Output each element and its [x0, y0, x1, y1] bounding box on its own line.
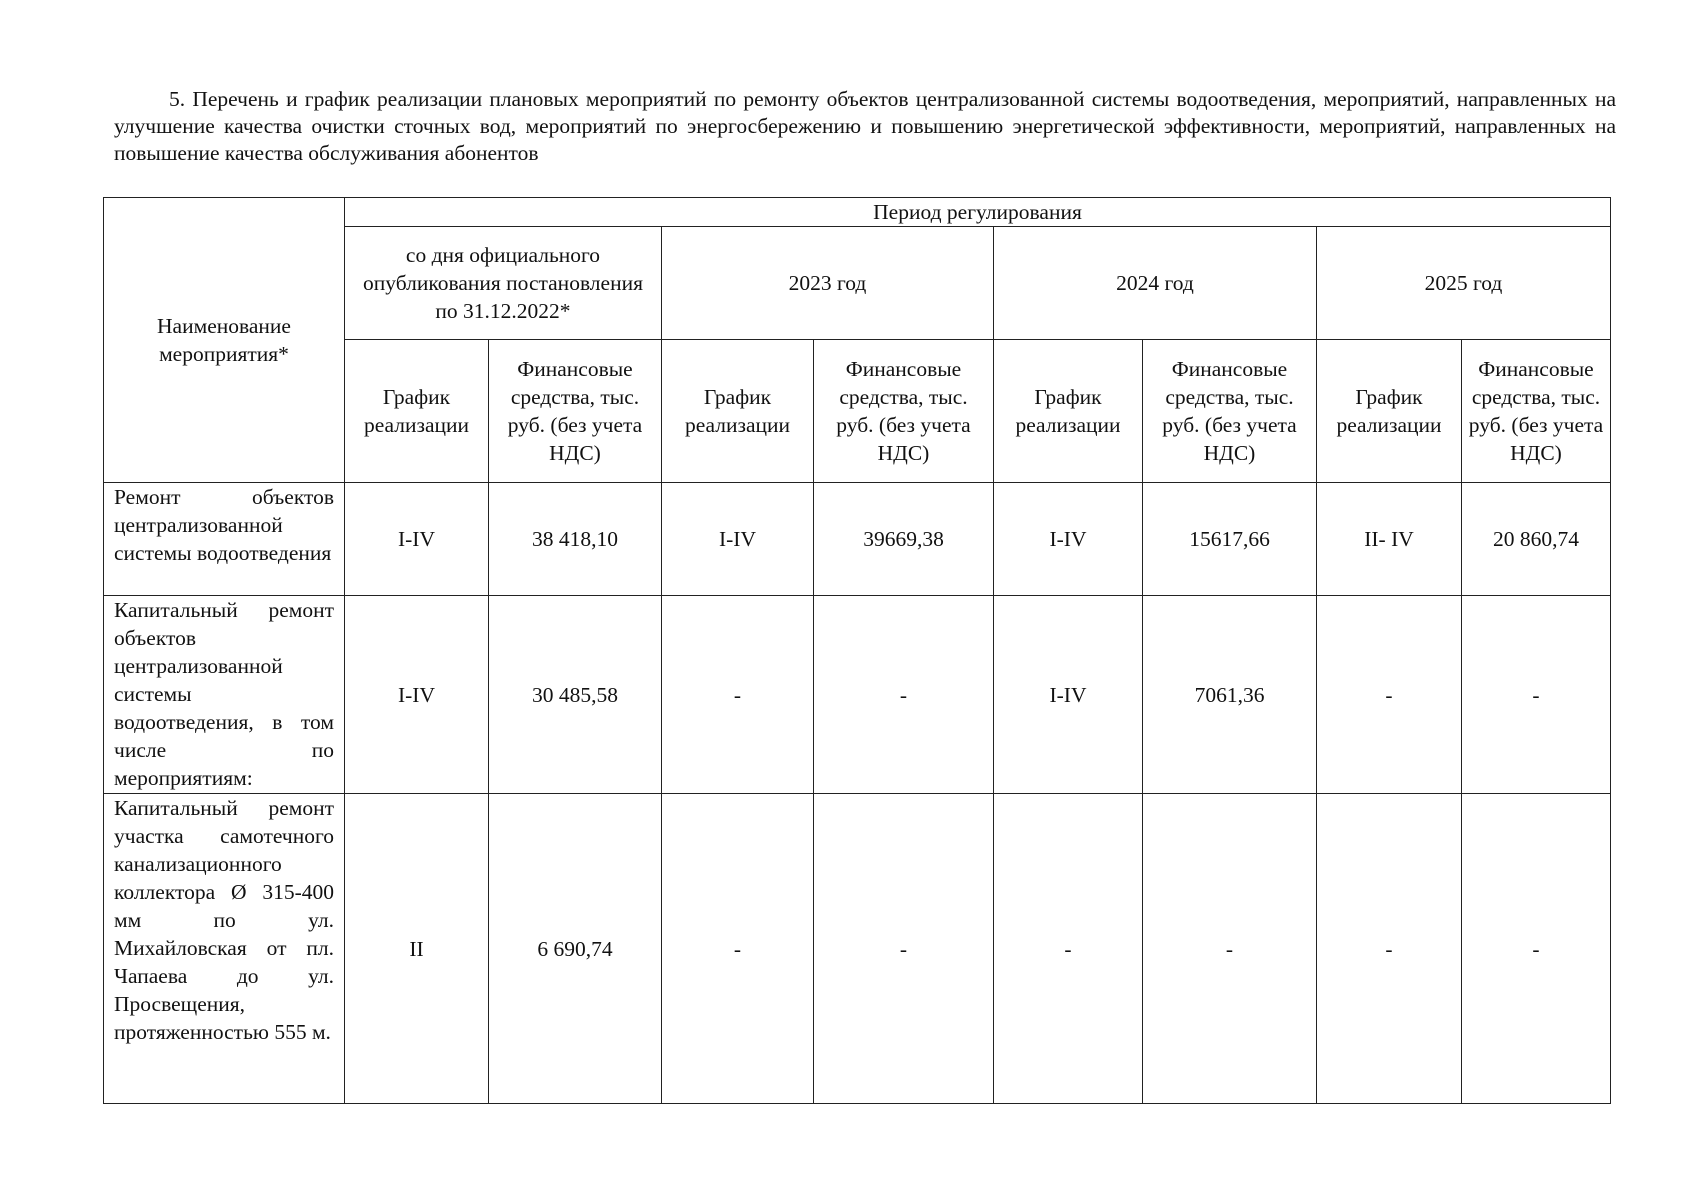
table-cell: I-IV — [345, 483, 489, 596]
period-header-2023: 2023 год — [662, 227, 994, 340]
table-cell: - — [994, 794, 1143, 1104]
table-cell: II — [345, 794, 489, 1104]
table-cell: - — [1317, 596, 1462, 794]
section-heading: 5. Перечень и график реализации плановых мероприятий по ремонту объектов централизованной системы водоотведения, мероприятий, направленных на улучшение качества очистки сточных вод, мероприятий по энергосбережению и повышению энергетической эффективности, мероприятий, направленных на повышение качества обслуживания абонентов — [114, 87, 1616, 165]
period-header-initial: со дня официального опубликования постановления по 31.12.2022* — [345, 227, 662, 340]
table-row — [104, 794, 1611, 1104]
table-cell: 6 690,74 — [489, 794, 662, 1104]
table-cell: 20 860,74 — [1462, 483, 1611, 596]
table-row — [104, 483, 1611, 596]
period-header-2024: 2024 год — [994, 227, 1317, 340]
row-name: Ремонт объектов централизованной системы водоотведения — [104, 483, 345, 596]
table-cell: - — [662, 794, 814, 1104]
name-column-header: Наименование мероприятия* — [104, 198, 345, 483]
finance-header: Финансовые средства, тыс. руб. (без учета НДС) — [1143, 340, 1317, 483]
table-cell: 38 418,10 — [489, 483, 662, 596]
table-cell: - — [814, 794, 994, 1104]
table-cell: - — [662, 596, 814, 794]
table-row — [104, 596, 1611, 794]
schedule-header: График реализации — [994, 340, 1143, 483]
schedule-header: График реализации — [662, 340, 814, 483]
schedule-header: График реализации — [345, 340, 489, 483]
table-cell: I-IV — [994, 483, 1143, 596]
table-cell: - — [1462, 596, 1611, 794]
table-cell: I-IV — [994, 596, 1143, 794]
plan-table — [103, 197, 1611, 1104]
table-cell: I-IV — [662, 483, 814, 596]
table-cell: 15617,66 — [1143, 483, 1317, 596]
finance-header: Финансовые средства, тыс. руб. (без учета НДС) — [489, 340, 662, 483]
table-cell: - — [1317, 794, 1462, 1104]
header-row-period — [104, 198, 1611, 227]
table-cell: - — [1143, 794, 1317, 1104]
row-name: Капитальный ремонт участка самотечного канализационного коллектора Ø 315-400 мм по ул. Михайловская от пл. Чапаева до ул. Просвещения, протяженностью 555 м. — [104, 794, 345, 1104]
finance-header: Финансовые средства, тыс. руб. (без учета НДС) — [814, 340, 994, 483]
table-cell: 7061,36 — [1143, 596, 1317, 794]
table-cell: 30 485,58 — [489, 596, 662, 794]
finance-header: Финансовые средства, тыс. руб. (без учета НДС) — [1462, 340, 1611, 483]
schedule-header: График реализации — [1317, 340, 1462, 483]
table-cell: I-IV — [345, 596, 489, 794]
period-header-2025: 2025 год — [1317, 227, 1611, 340]
table-cell: 39669,38 — [814, 483, 994, 596]
table-cell: II- IV — [1317, 483, 1462, 596]
row-name: Капитальный ремонт объектов централизованной системы водоотведения, в том числе по мероприятиям: — [104, 596, 345, 794]
table-cell: - — [814, 596, 994, 794]
period-header: Период регулирования — [345, 198, 1611, 227]
table-cell: - — [1462, 794, 1611, 1104]
